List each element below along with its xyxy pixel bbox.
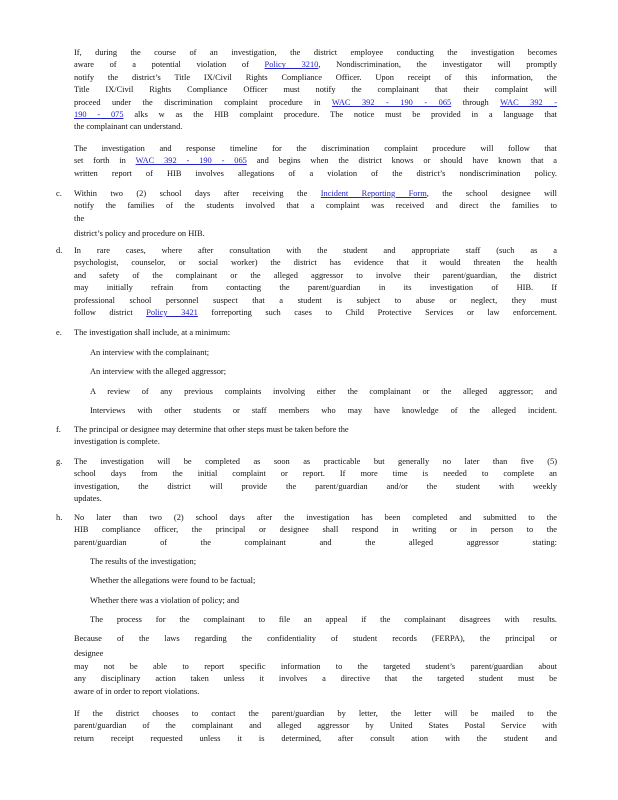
text-line: [74, 188, 557, 200]
item-marker-c: c.: [56, 189, 62, 198]
text-line: any disciplinary action taken unless it involves a directive that the targeted student must be: [74, 674, 557, 684]
bullet-text: An interview with the complainant;: [90, 348, 210, 357]
text-line: district’s policy and procedure on HIB.: [74, 229, 205, 239]
text-line: The investigation shall include, at a minimum:: [74, 328, 231, 337]
item-marker-g: g.: [56, 457, 63, 466]
item-c: [74, 188, 557, 241]
item-marker-e: e.: [56, 328, 62, 337]
text-fragment: through: [462, 97, 489, 107]
text-line: If, during the course of an investigation, the district employee conducting the investigation becomes: [74, 48, 557, 57]
text-line: and safety of the complainant or the alleged aggressor to involve their parent/guardian, the district: [74, 270, 557, 280]
item-marker-h: h.: [56, 513, 63, 522]
text-line: the complainant can understand.: [74, 122, 183, 132]
text-line: school days from the initial complaint or report. If more time is needed to complete an: [74, 469, 557, 479]
wac-392-190-065-link[interactable]: WAC 392 - 190 - 065: [331, 97, 452, 107]
item-marker-f: f.: [56, 425, 61, 434]
text-line: No later than two (2) school days after the investigation has been completed and submitted to the: [74, 513, 557, 522]
text-line: The investigation will be completed as soon as practicable but generally no later than five (5): [74, 457, 557, 466]
text-line: investigation, the district will provide the parent/guardian and/or the student with weekly: [74, 481, 557, 491]
text-line: psychologist, counselor, or social worker) the district has evidence that it would threaten the health: [74, 258, 557, 268]
bullet-text: The results of the investigation;: [90, 557, 197, 566]
text-line: [74, 307, 557, 319]
policy-3210-link[interactable]: Policy 3210: [264, 60, 319, 70]
item-h: [74, 512, 557, 549]
text-line: designee: [74, 649, 104, 659]
text-fragment: Within two (2) school days after receiving the: [74, 189, 308, 198]
text-line: parent/guardian of the complainant and alleged aggressor by United States Postal Service with: [74, 721, 557, 731]
paragraph-letter-contact: [74, 708, 557, 745]
bullet-text: The process for the complainant to file an appeal if the complainant disagrees with results.: [90, 615, 557, 624]
text-line: parent/guardian of the complainant and the alleged aggressor stating:: [74, 537, 557, 547]
item-f: [74, 424, 557, 449]
text-line: In rare cases, where after consultation with the student and appropriate staff (such as a: [74, 246, 557, 255]
bullet-text: Whether the allegations were found to be factual;: [90, 576, 256, 585]
text-line: updates.: [74, 494, 102, 504]
text-line: The investigation and response timeline for the discrimination complaint procedure will follow that: [74, 144, 557, 153]
text-fragment: and begins when the district knows or should have known that a: [256, 156, 557, 166]
text-fragment: forreporting such cases to Child Protective Services or law enforcement.: [211, 308, 558, 318]
text-line: may initially refrain from contacting the parent/guardian in its investigation of HIB. If: [74, 283, 557, 293]
bullet-text: Whether there was a violation of policy; and: [90, 596, 240, 605]
text-line: return receipt requested unless it is determined, after consult ation with the student and: [74, 733, 557, 743]
paragraph-ferpa: [74, 633, 557, 698]
wac-392-190-065-link[interactable]: WAC 392 - 190 - 065: [135, 156, 247, 166]
text-line: may not be able to report specific information to the targeted student’s parent/guardian about: [74, 661, 557, 671]
text-line: HIB compliance officer, the principal or designee shall respond in writing or in person to the: [74, 525, 557, 535]
text-line: [74, 59, 557, 71]
wac-190-075-link[interactable]: 190 - 075: [74, 110, 124, 120]
text-line: notify the families of the students involved that a complaint was received and direct the families to: [74, 201, 557, 211]
text-line: notify the district’s Title IX/Civil Rights Compliance Officer. Upon receipt of this information, the: [74, 72, 557, 82]
paragraph-title-ix-notification: [74, 47, 557, 134]
text-line: the: [74, 213, 85, 223]
bullet-text: Interviews with other students or staff members who may have knowledge of the alleged incident.: [90, 406, 557, 415]
text-line: If the district chooses to contact the parent/guardian by letter, the letter will be mailed to the: [74, 709, 557, 718]
text-line: written report of HIB involves allegations of a violation of the district’s nondiscrimination policy.: [74, 168, 557, 178]
paragraph-timeline: [74, 143, 557, 180]
text-line: [74, 155, 557, 167]
text-line: Because of the laws regarding the confidentiality of student records (FERPA), the principal or: [74, 634, 557, 643]
item-marker-d: d.: [56, 246, 63, 255]
text-fragment: alks w as the HIB complaint procedure. The notice must be provided in a language that: [134, 110, 557, 120]
text-line: [74, 109, 557, 121]
text-fragment: set forth in: [74, 156, 126, 166]
text-fragment: follow district: [74, 308, 133, 318]
incident-reporting-form-link[interactable]: Incident Reporting Form: [320, 189, 427, 198]
text-line: investigation is complete.: [74, 437, 160, 447]
text-fragment: proceed under the discrimination complaint procedure in: [74, 97, 321, 107]
item-g: [74, 456, 557, 506]
wac-392-link[interactable]: WAC 392 -: [500, 97, 558, 107]
text-line: Title IX/Civil Rights Compliance Officer must notify the complainant that their complaint will: [74, 85, 557, 95]
text-fragment: aware of a potential violation of: [74, 60, 249, 70]
bullet-text: A review of any previous complaints involving either the complainant or the alleged aggressor; and: [90, 387, 557, 396]
text-line: [74, 97, 557, 109]
text-line: aware of in order to report violations.: [74, 686, 200, 696]
item-e: [74, 327, 557, 339]
text-line: The principal or designee may determine that other steps must be taken before the: [74, 425, 349, 434]
text-fragment: , the school designee will: [426, 189, 558, 198]
bullet-text: An interview with the alleged aggressor;: [90, 367, 227, 376]
policy-3421-link[interactable]: Policy 3421: [146, 308, 198, 318]
text-fragment: , Nondiscrimination, the investigator will promptly: [318, 60, 558, 70]
text-line: professional school personnel suspect that a student is subject to abuse or neglect, they must: [74, 295, 557, 305]
item-d: [74, 245, 557, 319]
